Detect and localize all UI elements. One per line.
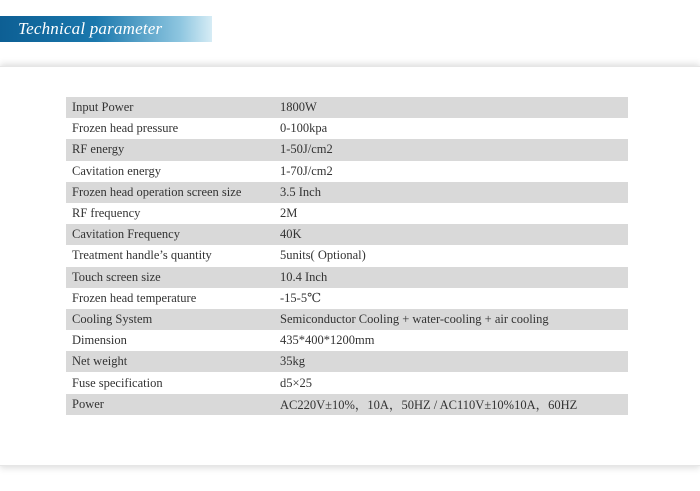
table-row	[66, 203, 628, 224]
param-label: Frozen head temperature	[66, 288, 276, 309]
table-row	[66, 245, 628, 266]
parameter-panel	[0, 66, 700, 466]
table-row	[66, 97, 628, 118]
param-value: 2M	[276, 203, 628, 224]
table-row	[66, 182, 628, 203]
table-row	[66, 118, 628, 139]
param-label: Cavitation energy	[66, 161, 276, 182]
param-label: RF frequency	[66, 203, 276, 224]
table-row	[66, 351, 628, 372]
table-row	[66, 224, 628, 245]
param-label: Cavitation Frequency	[66, 224, 276, 245]
table-row	[66, 161, 628, 182]
param-value: 1-70J/cm2	[276, 161, 628, 182]
table-row	[66, 394, 628, 415]
param-value: 40K	[276, 224, 628, 245]
table-row	[66, 267, 628, 288]
section-header-bar	[0, 16, 212, 42]
param-value: 5units( Optional)	[276, 245, 628, 266]
param-label: Fuse specification	[66, 372, 276, 393]
param-value: AC220V±10%，10A，50HZ / AC110V±10%10A，60HZ	[276, 394, 628, 415]
param-value: 0-100kpa	[276, 118, 628, 139]
parameter-table	[66, 97, 628, 415]
param-value: 435*400*1200mm	[276, 330, 628, 351]
table-row	[66, 288, 628, 309]
param-value: d5×25	[276, 372, 628, 393]
param-label: Frozen head operation screen size	[66, 182, 276, 203]
table-row	[66, 309, 628, 330]
param-label: Touch screen size	[66, 267, 276, 288]
param-value: 1800W	[276, 97, 628, 118]
param-value: 1-50J/cm2	[276, 139, 628, 160]
table-row	[66, 139, 628, 160]
param-label: RF energy	[66, 139, 276, 160]
param-label: Dimension	[66, 330, 276, 351]
param-value: -15-5℃	[276, 288, 628, 309]
param-value: Semiconductor Cooling + water-cooling + air cooling	[276, 309, 628, 330]
param-label: Frozen head pressure	[66, 118, 276, 139]
table-row	[66, 330, 628, 351]
section-title: Technical parameter	[18, 19, 163, 38]
table-row	[66, 372, 628, 393]
param-value: 35kg	[276, 351, 628, 372]
param-label: Cooling System	[66, 309, 276, 330]
param-label: Input Power	[66, 97, 276, 118]
param-label: Net weight	[66, 351, 276, 372]
param-label: Power	[66, 394, 276, 415]
param-label: Treatment handle’s quantity	[66, 245, 276, 266]
param-value: 3.5 Inch	[276, 182, 628, 203]
param-value: 10.4 Inch	[276, 267, 628, 288]
